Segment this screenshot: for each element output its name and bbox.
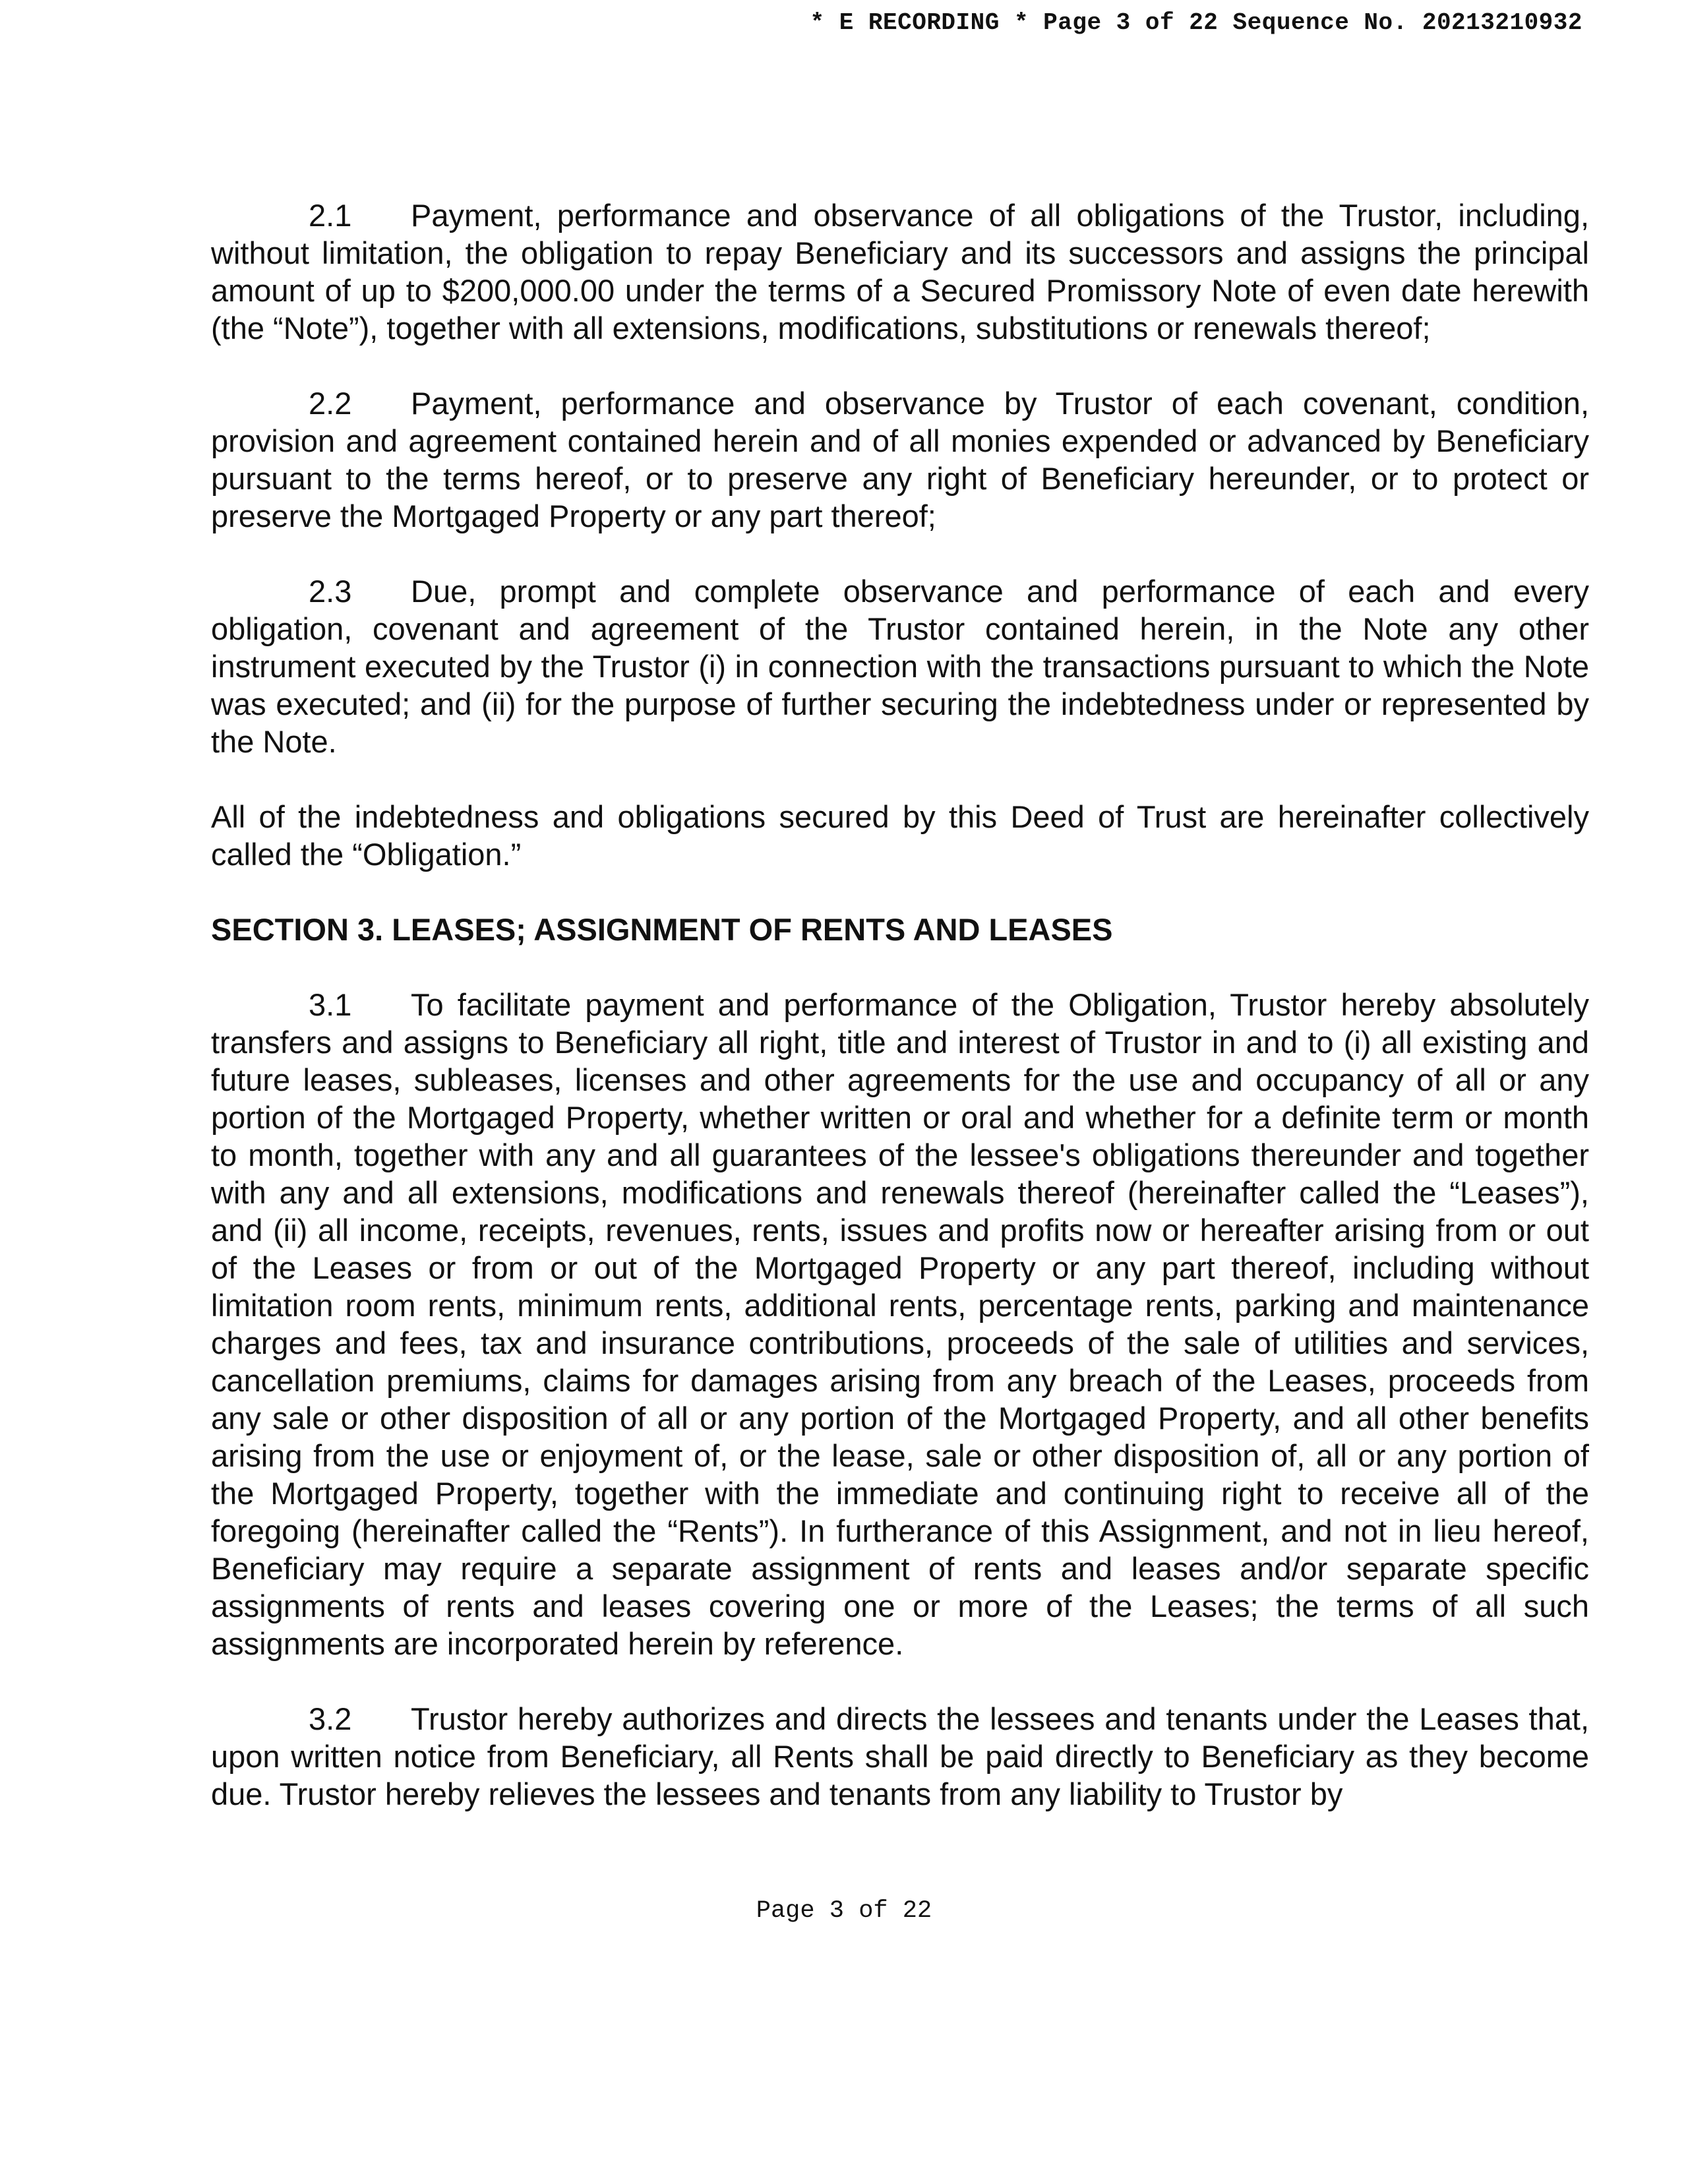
clause-3-1 [211,986,1589,1662]
document-body [211,197,1589,1813]
clause-text: Due, prompt and complete observance and performance of each and every obligation, covenant and agreement of the Trustor contained herein, in the Note any other instrument executed by the Trustor (i) in connection with the transactions pursuant to which the Note was executed; and (ii) for the purpose of further securing the indebtedness under or represented by the Note. [211,574,1589,759]
clause-number: 3.2 [309,1701,352,1736]
page-number-footer: Page 3 of 22 [756,1897,932,1925]
clause-2-3 [211,572,1589,760]
clause-3-2 [211,1700,1589,1813]
clause-number: 2.1 [309,198,352,233]
obligation-summary: All of the indebtedness and obligations secured by this Deed of Trust are hereinafter collectively called the “Obligation.” [211,799,1589,872]
clause-number: 2.3 [309,574,352,609]
clause-text: To facilitate payment and performance of the Obligation, Trustor hereby absolutely transfers and assigns to Beneficiary all right, title and interest of Trustor in and to (i) all existing and future leases, subleases, licenses and other agreements for the use and occupancy of all or any portion of the Mortgaged Property, whether written or oral and whether for a definite term or month to month, together with any and all guarantees of the lessee's obligations thereunder and together with any and all extensions, modifications and renewals thereof (hereinafter called the “Leases”), and (ii) all income, receipts, revenues, rents, issues and profits now or hereafter arising from or out of the Leases or from or out of the Mortgaged Property or any part thereof, including without limitation room rents, minimum rents, additional rents, percentage rents, parking and maintenance charges and fees, tax and insurance contributions, proceeds of the sale of utilities and services, cancellation premiums, claims for damages arising from any breach of the Leases, proceeds from any sale or other disposition of all or any portion of the Mortgaged Property, and all other benefits arising from the use or enjoyment of, or the lease, sale or other disposition of, all or any portion of the Mortgaged Property, together with the immediate and continuing right to receive all of the foregoing (hereinafter called the “Rents”). In furtherance of this Assignment, and not in lieu hereof, Beneficiary may require a separate assignment of rents and leases and/or separate specific assignments of rents and leases covering one or more of the Leases; the terms of all such assignments are incorporated herein by reference. [211,987,1589,1661]
clause-number: 3.1 [309,987,352,1022]
clause-2-1 [211,197,1589,347]
clause-text: Payment, performance and observance of all obligations of the Trustor, including, without limitation, the obligation to repay Beneficiary and its successors and assigns the principal amount of up to $200,000.00 under the terms of a Secured Promissory Note of even date herewith (the “Note”), together with all extensions, modifications, substitutions or renewals thereof; [211,198,1589,346]
recording-header: * E RECORDING * Page 3 of 22 Sequence No. 20213210932 [810,9,1582,36]
clause-number: 2.2 [309,386,352,421]
clause-text: Trustor hereby authorizes and directs the lessees and tenants under the Leases that, upon written notice from Beneficiary, all Rents shall be paid directly to Beneficiary as they become due. Trustor hereby relieves the lessees and tenants from any liability to Trustor by [211,1701,1589,1811]
section-3-heading: SECTION 3. LEASES; ASSIGNMENT OF RENTS AND LEASES [211,912,1113,947]
clause-text: Payment, performance and observance by Trustor of each covenant, condition, provision and agreement contained herein and of all monies expended or advanced by Beneficiary pursuant to the terms hereof, or to preserve any right of Beneficiary hereunder, or to protect or preserve the Mortgaged Property or any part thereof; [211,386,1589,533]
clause-2-2 [211,384,1589,535]
